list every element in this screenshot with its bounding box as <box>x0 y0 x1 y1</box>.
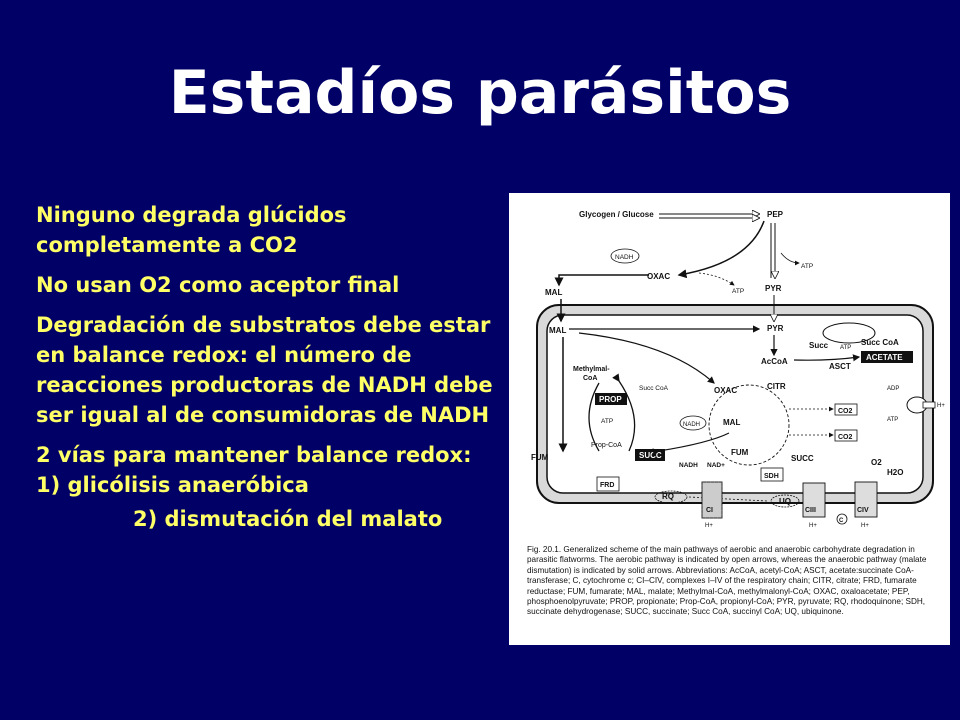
label-mal-cycle: MAL <box>723 418 741 427</box>
label-succcoa-prop: Succ CoA <box>639 385 668 392</box>
label-h-ci: H+ <box>705 523 713 529</box>
label-citr: CITR <box>767 382 786 391</box>
label-glycogen: Glycogen / Glucose <box>579 210 654 219</box>
bullet-list <box>36 200 496 544</box>
label-ci: CI <box>706 507 713 514</box>
label-atp-oxac: ATP <box>732 288 745 295</box>
label-c: C <box>839 518 844 524</box>
label-atp-pep: ATP <box>801 263 814 270</box>
bullet-item: 2 vías para mantener balance redox: 1) glicólisis anaeróbica <box>36 443 472 497</box>
label-mal-mito: MAL <box>549 326 567 335</box>
label-succ-box: SUCC <box>639 451 662 460</box>
label-ciii: CIII <box>805 507 816 514</box>
bullet-item-continuation: 2) dismutación del malato <box>133 507 443 531</box>
label-h-ciii: H+ <box>809 523 817 529</box>
label-h-civ: H+ <box>861 523 869 529</box>
label-accoa: AcCoA <box>761 357 788 366</box>
label-nadh-top: NADH <box>615 254 634 261</box>
label-co2-b: CO2 <box>838 434 853 441</box>
label-nadh-bottom: NADH <box>679 462 698 469</box>
slide-title: Estadíos parásitos <box>168 58 792 128</box>
label-adp: ADP <box>887 386 900 392</box>
label-oxac-mito: OXAC <box>714 386 738 395</box>
label-atp-synth: ATP <box>887 417 899 423</box>
label-rq: RQ <box>662 492 674 501</box>
label-prop: PROP <box>599 395 622 404</box>
label-asct: ASCT <box>829 362 851 371</box>
label-succcoa-cycle: Succ CoA <box>861 338 899 347</box>
label-methylmal: Methylmal- <box>573 366 610 373</box>
bullet-item: Ninguno degrada glúcidos completamente a CO2 <box>36 203 347 257</box>
label-civ: CIV <box>857 507 869 514</box>
label-uq: UQ <box>779 497 791 506</box>
pathway-diagram <box>509 193 950 543</box>
metabolic-pathway-figure <box>509 193 950 645</box>
label-o2: O2 <box>871 458 882 467</box>
label-acetate: ACETATE <box>866 353 903 362</box>
label-co2-a: CO2 <box>838 408 853 415</box>
label-propcoa: Prop-CoA <box>591 442 622 449</box>
label-pyr-mito: PYR <box>767 324 784 333</box>
label-nad-bottom: NAD+ <box>707 462 725 469</box>
label-succ-cycle2: SUCC <box>791 454 814 463</box>
label-mal-top: MAL <box>545 288 563 297</box>
label-oxac-top: OXAC <box>647 272 671 281</box>
label-frd: FRD <box>600 482 615 489</box>
label-pyr-top: PYR <box>765 284 782 293</box>
label-coa: CoA <box>583 375 598 382</box>
label-atp-cycle: ATP <box>840 345 852 351</box>
figure-caption: Fig. 20.1. Generalized scheme of the main pathways of aerobic and anaerobic carbohydrate degradation in parasitic flatworms. The aerobic pathway is indicated by open arrows, whereas the anaerobic pathway (malate dismutation) is indicated by solid arrows. Abbreviations: AcCoA, acetyl-CoA; ASCT, acetate:succinate CoA-transferase; C, cytochrome c; CI–CIV, complexes I–IV of the respiratory chain; CITR, citrate; FRD, fumarate reductase; FUM, fumarate; MAL, malate; Methylmal-CoA, methylmalonyl-CoA; OXAC, oxaloacetate; PEP, phosphoenolpyruvate; PROP, propionate; Prop-CoA, propionyl-CoA; PYR, pyruvate; RQ, rhodoquinone; SDH, succinate dehydrogenase; SUCC, succinate; Succ CoA, succinyl CoA; UQ, ubiquinone. <box>527 545 927 617</box>
bullet-item: Degradación de substratos debe estar en balance redox: el número de reacciones productoras de NADH debe ser igual al de consumidoras de NADH <box>36 313 493 427</box>
label-succ-cycle: Succ <box>809 341 829 350</box>
label-sdh: SDH <box>764 473 779 480</box>
label-fum-cycle: FUM <box>731 448 749 457</box>
label-fum-left: FUM <box>531 453 549 462</box>
bullet-item: No usan O2 como aceptor final <box>36 273 400 297</box>
label-h-synth: H+ <box>937 403 945 409</box>
label-pep: PEP <box>767 210 784 219</box>
label-atp-prop: ATP <box>601 418 614 425</box>
label-nadh-mito: NADH <box>683 422 701 428</box>
label-h2o: H2O <box>887 468 904 477</box>
